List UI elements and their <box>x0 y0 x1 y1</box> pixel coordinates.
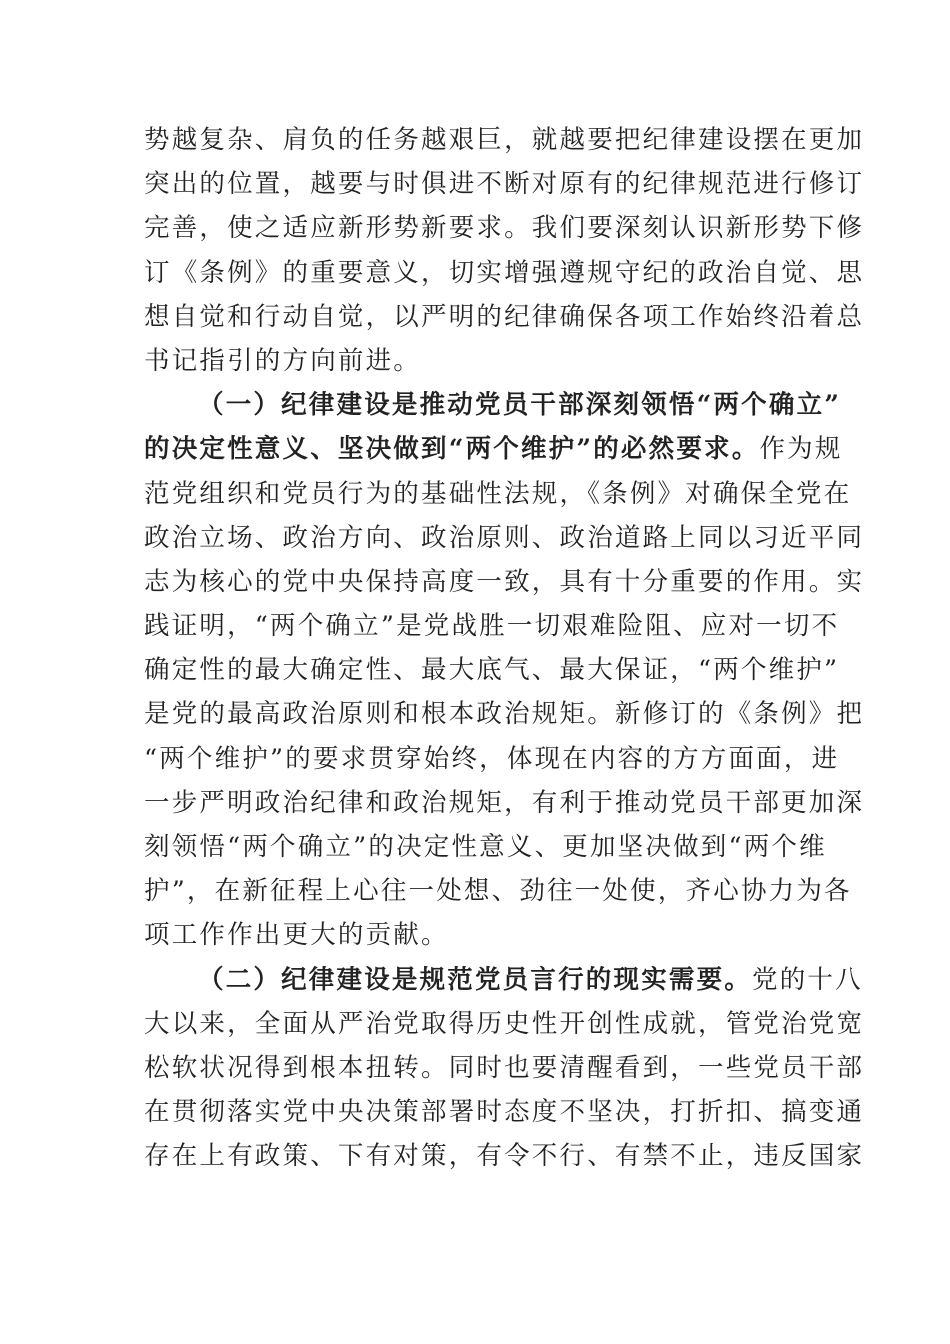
text-line <box>144 1002 865 1046</box>
text-segment: 想自觉和行动自觉，以严明的纪律确保各项工作始终沿着总 <box>144 301 865 332</box>
text-line <box>144 781 865 825</box>
text-line <box>144 1090 865 1134</box>
text-line <box>144 118 865 162</box>
text-line <box>144 383 842 427</box>
text-line <box>144 472 852 516</box>
text-line <box>144 251 865 295</box>
text-segment: “两个维护”的要求贯穿始终，体现在内容的方方面面，进 <box>144 743 840 774</box>
text-segment: 党的十八 <box>752 964 863 995</box>
text-line <box>144 737 840 781</box>
text-line <box>144 1046 865 1090</box>
bold-text-segment: （二）纪律建设是规范党员言行的现实需要。 <box>198 964 753 995</box>
text-segment: 大以来，全面从严治党取得历史性开创性成就，管党治党宽 <box>144 1008 865 1039</box>
bold-text-segment: （一）纪律建设是推动党员干部深刻领悟“两个确立” <box>198 390 842 421</box>
text-line <box>144 560 865 604</box>
text-line <box>144 339 812 383</box>
text-segment: 松软状况得到根本扭转。同时也要清醒看到，一些党员干部 <box>144 1052 865 1083</box>
text-segment: 完善，使之适应新形势新要求。我们要深刻认识新形势下修 <box>144 213 865 244</box>
text-segment: 作为规 <box>759 434 843 465</box>
text-segment: 在贯彻落实党中央决策部署时态度不坚决，打折扣、搞变通 <box>144 1097 865 1128</box>
text-segment: 书记指引的方向前进。 <box>144 345 422 376</box>
text-line <box>144 648 840 692</box>
text-segment: 订《条例》的重要意义，切实增强遵规守纪的政治自觉、思 <box>144 257 865 288</box>
text-line <box>144 958 863 1002</box>
text-segment: 政治立场、政治方向、政治原则、政治道路上同以习近平同 <box>144 522 865 553</box>
bold-text-segment: 的决定性意义、坚决做到“两个维护”的必然要求。 <box>144 434 760 465</box>
text-line <box>144 162 865 206</box>
text-segment: 刻领悟“两个确立”的决定性意义、更加坚决做到“两个维 <box>144 832 827 862</box>
text-segment: 是党的最高政治原则和根本政治规矩。新修订的《条例》把 <box>144 699 865 730</box>
text-segment: 志为核心的党中央保持高度一致，具有十分重要的作用。实 <box>144 566 865 597</box>
text-line <box>144 913 812 957</box>
document-body <box>144 118 865 1179</box>
text-segment: 突出的位置，越要与时俱进不断对原有的纪律规范进行修订 <box>144 169 865 200</box>
text-segment: 存在上有政策、下有对策，有令不行、有禁不止，违反国家 <box>144 1141 865 1172</box>
text-segment: 护”，在新征程上心往一处想、劲往一处使，齐心协力为各 <box>144 876 852 907</box>
text-line <box>144 604 840 648</box>
text-line <box>144 1134 865 1178</box>
text-line <box>144 427 843 471</box>
text-line <box>144 206 865 250</box>
text-line <box>144 295 865 339</box>
text-line <box>144 516 865 560</box>
text-segment: 一步严明政治纪律和政治规矩，有利于推动党员干部更加深 <box>144 787 865 818</box>
text-segment: 践证明，“两个确立”是党战胜一切艰难险阻、应对一切不 <box>144 611 840 642</box>
text-segment: 势越复杂、肩负的任务越艰巨，就越要把纪律建设摆在更加 <box>144 125 865 155</box>
text-segment: 范党组织和党员行为的基础性法规，《条例》对确保全党在 <box>144 478 852 509</box>
text-line <box>144 869 852 913</box>
text-line <box>144 692 865 736</box>
text-segment: 项工作作出更大的贡献。 <box>144 920 449 951</box>
text-line <box>144 825 827 869</box>
text-segment: 确定性的最大确定性、最大底气、最大保证，“两个维护” <box>144 655 840 686</box>
